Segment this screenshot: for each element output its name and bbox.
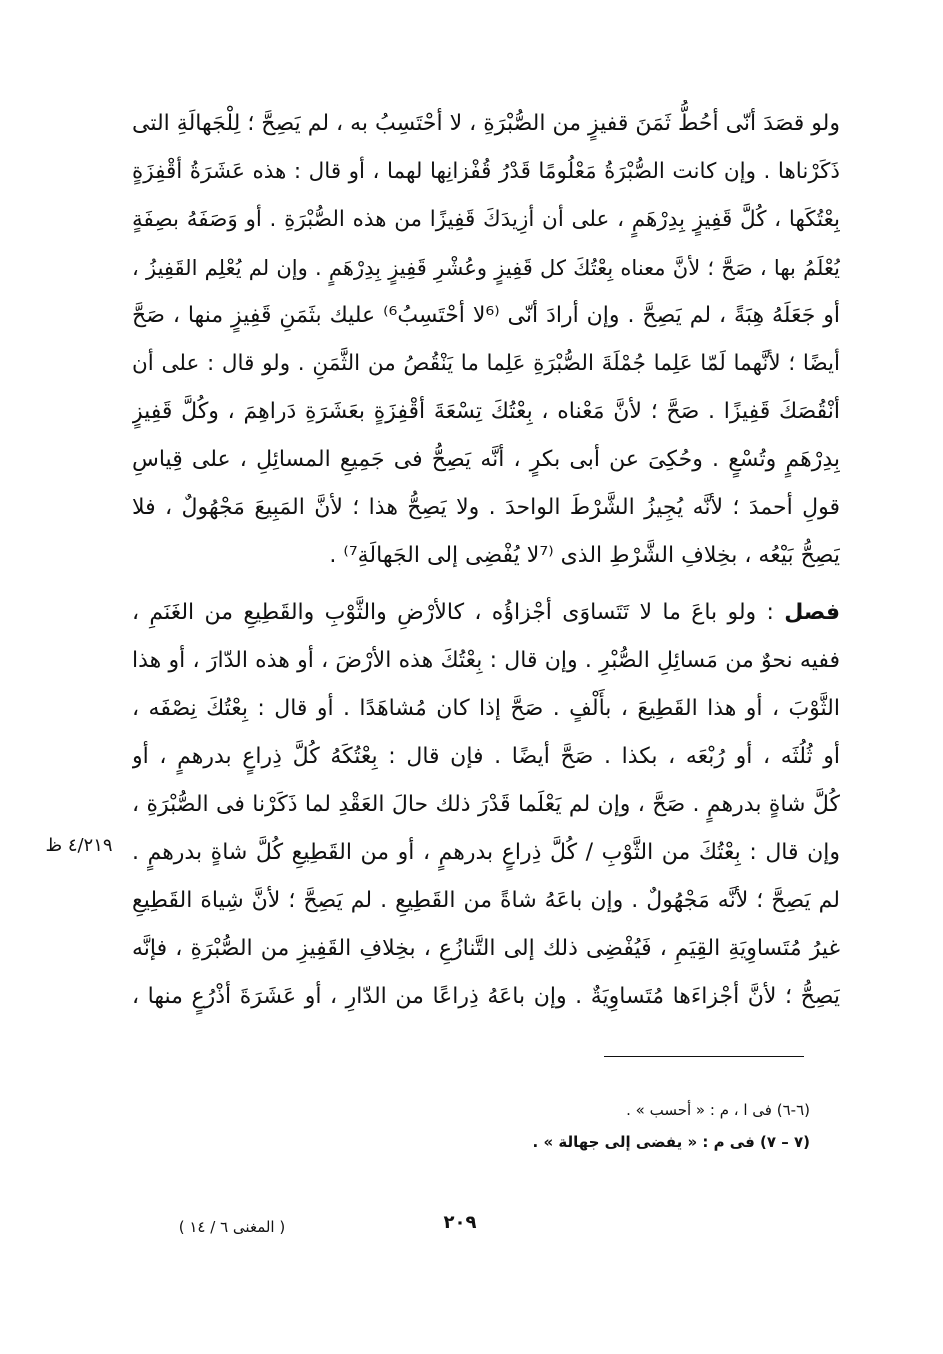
- text-line: الثَّوْبَ ، أو هذا القَطِيعَ ، بأَلْفٍ . صَحَّ إذا كان مُشاهَدًا . أو قال : بِعْتُكَ نِصْفَه ،: [132, 696, 840, 721]
- text-line: يَصِحُّ ؛ لأنَّ أجْزاءَها مُتَساوِيَةٌ . وإن باعَهُ ذِراعًا من الدّارِ ، أو عَشَرَةَ أذْرُعٍ منها ،: [132, 984, 840, 1009]
- footnote-marker: (٧ – ٧): [760, 1133, 810, 1151]
- text-line: ولو قصَدَ أنّى أحُطُّ ثَمَنَ قفيزٍ من الصُّبْرَةِ ، لا أحْتَسِبُ به ، لم يَصِحَّ ؛ لِلْجَهالَةِ التى: [132, 111, 840, 136]
- margin-folio-note: ٤/٢١٩ ظ: [45, 835, 113, 856]
- footnote: [420, 1094, 810, 1126]
- text-line: يَصِحُّ بَيْعُه ، بخِلافِ الشَّرْطِ الذى ⁽⁷لا يُفْضِى إلى الجَهالَةِ⁷⁾ .: [329, 543, 840, 568]
- text-line: بِدِرْهَمٍ وتُسْعٍ . وحُكِىَ عن أبى بكرٍ ، أنَّه يَصِحُّ فى جَمِيعِ المسائِلِ ، على قِياسِ: [132, 447, 840, 472]
- text-line: أو جَعَلَهُ هِبَةً ، لم يَصِحَّ . وإن أرادَ أنّى ⁽⁶لا أحْتَسِبُ⁶⁾ عليك بثَمَنِ قَفِيزٍ منها ، صَحَّ: [132, 303, 840, 328]
- footnotes: [420, 1094, 810, 1158]
- section-first-line-text: : ولو باعَ ما لا تَتَساوَى أجْزاؤُه ، كالأرْضِ والثَّوْبِ والقَطِيعِ من الغَنَمِ ،: [132, 600, 785, 625]
- text-line: ذَكَرْناها . وإن كانت الصُّبْرَةُ مَعْلُومًا قَدْرُ قُفْزانِها لهما ، أو قال : هذه عَشَرَةُ أقْفِزَةٍ: [132, 159, 840, 184]
- text-line: أو ثُلُثَه ، أو رُبْعَه ، بكذا . صَحَّ أيضًا . فإن قال : بِعْتُكَهُ كُلَّ ذِراعٍ بدرهمٍ ، أو: [132, 744, 840, 769]
- text-line: قولِ أحمدَ ؛ لأنَّه يُجِيزُ الشَّرْطَ الواحدَ . ولا يَصِحُّ هذا ؛ لأنَّ المَبِيعَ مَجْهُولٌ ، فلا: [132, 495, 840, 520]
- volume-reference: ( المغنى ٦ / ١٤ ): [178, 1218, 286, 1236]
- text-line: بِعْتُكَها ، كُلَّ قَفِيزٍ بِدِرْهَمٍ ، على أن أزِيدَكَ قَفِيزًا من هذه الصُّبْرَةِ . أو وَصَفَهُ بصِفَةٍ: [132, 207, 840, 232]
- section-paragraph: [132, 589, 840, 1021]
- text-line: ففيه نحوٌ من مَسائِلِ الصُّبْرِ . وإن قال : بِعْتُكَ هذه الأرْضَ ، أو هذه الدّارَ ، أو هذا: [132, 648, 840, 673]
- footnote-marker: (٦-٦): [776, 1101, 810, 1119]
- footnote-text: فى ا ، م : « أحسب » .: [626, 1101, 777, 1119]
- text-line: لم يَصِحَّ ؛ لأنَّه مَجْهُولٌ . وإن باعَهُ شاةً من القَطِيعِ . لم يَصِحَّ ؛ لأنَّ شِياهَ القَطِيعِ: [132, 888, 840, 913]
- text-line: غيرُ مُتَساوِيَةِ القِيَمِ ، فَيُفْضِى ذلك إلى التَّنازُعِ ، بخِلافِ القَفِيزِ من الصُّبْرَةِ ، فإنَّه: [132, 936, 840, 961]
- text-line: يُعْلَمُ بها ، صَحَّ ؛ لأنَّ معناه بِعْتُكَ كل قَفِيزٍ وعُشْرِ قَفِيزٍ بِدِرْهَمٍ . وإن لم يُعْلِم القَفِيزُ ،: [132, 256, 840, 280]
- footnote-separator: [604, 1056, 804, 1057]
- footnote-text: فى م : « يفضى إلى جهالة » .: [532, 1133, 761, 1151]
- text-line: كُلَّ شاةٍ بدرهمٍ . صَحَّ ، وإن لم يَعْلَما قَدْرَ ذلك حالَ العَقْدِ لما ذَكَرْنا فى الصُّبْرَةِ ،: [132, 792, 840, 817]
- text-line: وإن قال : بِعْتُكَ من الثَّوْبِ / كُلَّ ذِراعٍ بدرهمٍ ، أو من القَطِيعِ كُلَّ شاةٍ بدرهمٍ .: [132, 840, 840, 865]
- text-line: أيضًا ؛ لأنَّهما لَمّا عَلِما جُمْلَةَ الصُّبْرَةِ عَلِما ما يَنْقُصُ من الثَّمَنِ . ولو قال : على أن: [132, 351, 840, 376]
- section-heading-word: فصل: [784, 600, 840, 625]
- section-first-line: [132, 589, 840, 637]
- text-line: أنْقُصَكَ قَفِيزًا . صَحَّ ؛ لأنَّ مَعْناه ، بِعْتُكَ تِسْعَةَ أقْفِزَةٍ بعَشَرَةِ دَراهِمَ ، وكُلَّ قَفِيزٍ: [132, 399, 840, 424]
- page-number: ٢٠٩: [443, 1212, 477, 1233]
- footnote: [420, 1126, 810, 1158]
- first-paragraph: [132, 100, 840, 580]
